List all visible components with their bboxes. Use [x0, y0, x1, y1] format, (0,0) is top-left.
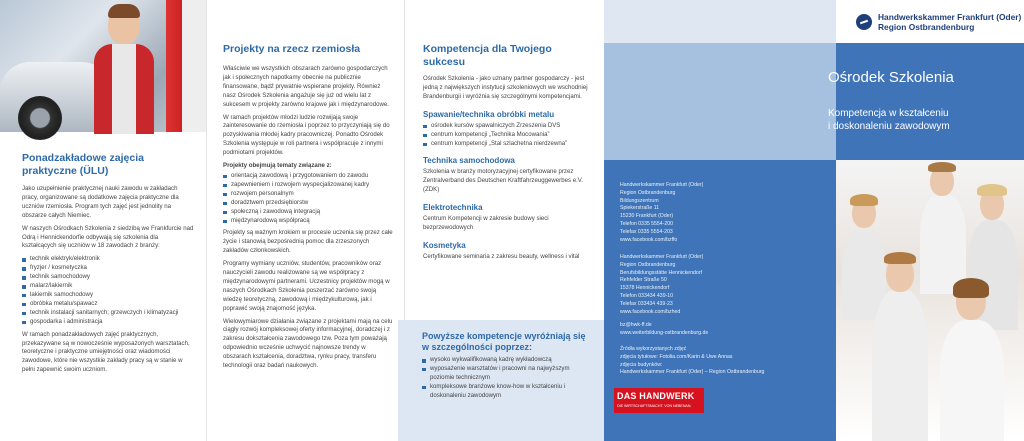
competence-section — [423, 203, 595, 233]
highlight-item: wyposażenie warsztatów i pracowni na najwyższym poziomie technicznym — [422, 365, 592, 383]
highlight-item: kompleksowe branżowe know-how w kształceniu i doskonaleniu zawodowym — [422, 383, 592, 401]
project-topic-item: społeczną i zawodową integracją — [223, 208, 393, 217]
competence-section-text: Szkolenia w branży motoryzacyjnej certyfikowane przez Zentralverband des Deutschen Kraftfahrzeuggewerbes e.V. (ZDK) — [423, 168, 584, 194]
highlight-item: wysoko wykwalifikowaną kadrę wykładowczą — [422, 356, 592, 365]
address-line: www.facebook.com/bzhed — [620, 308, 681, 315]
competence-section-text: Certyfikowane seminaria z zakresu beauty, wellness i vital — [423, 252, 580, 260]
highlight-list — [422, 356, 592, 401]
competence-bullet: centrum kompetencji „Technika Mocowania” — [423, 131, 595, 140]
training-heading: Ponadzakładowe zajęcia praktyczne (ÜLU) — [22, 152, 144, 177]
banner-pale-block — [604, 43, 836, 160]
competence-section — [423, 241, 595, 262]
address-line: Berufsbildungsstätte Hennickendorf — [620, 269, 702, 276]
column-projects — [206, 0, 404, 441]
project-topic-item: orientacją zawodową i przygotowaniem do zawodu — [223, 172, 393, 181]
logo-sub-text: DIE WIRTSCHAFTSMACHT. VON NEBENAN. — [617, 404, 692, 408]
cover-subtitle-line2: i doskonaleniu zawodowym — [828, 121, 950, 132]
credit-line: zdjęcia budynków: — [620, 361, 663, 368]
address-line: Spiekerstraße 11 — [620, 205, 660, 212]
address-line: Rehfelder Straße 50 — [620, 277, 667, 284]
competence-section — [423, 110, 595, 149]
projects-focus-label: Projekty obejmują tematy związane z: — [223, 162, 332, 170]
competence-section-title: Spawanie/technika obróbki metalu — [423, 109, 555, 119]
cover-subtitle-line1: Kompetencja w kształceniu — [828, 108, 949, 119]
competence-intro: Ośrodek Szkolenia - jako uznany partner gospodarczy - jest jedną z największych instytucji szkoleniowych we wschodniej Brandenburgii i wyróżnia się szczególnymi kompetencjami. — [423, 75, 588, 100]
chamber-name — [878, 12, 1021, 32]
address-line: Telefax 0335 5554-203 — [620, 228, 673, 235]
project-topics-list — [223, 172, 393, 225]
projects-p5: Wielowymiarowe działania związane z projektami mają na celu ciągły rozwój kompleksowej oferty informacyjnej, doradczej i z zakresu dokształcenia zawodowego tzw. Poza tym poważają odpowiednio wcześnie uchwycić najnowsze trendy w obszarach kształcenia, doradztwa, rynku pracy, transferu technologii oraz badań naukowych. — [223, 317, 393, 370]
project-topic-item: zapewnieniem i rozwojem wyspecjalizowanej kadry — [223, 181, 393, 190]
training-text — [22, 185, 194, 379]
apprentice-figure — [88, 6, 160, 132]
training-trades-intro: W naszych Ośrodkach Szkolenia z siedzibą we Frankfurcie nad Odrą i Hennickendorfie odbywają się szkolenia dla kształcących się uczniów w 18 zawodach z branży: — [22, 224, 194, 250]
contact-line: bz@hwk-ff.de — [620, 322, 652, 328]
highlight-box — [398, 320, 604, 441]
trade-item: malarz/lakiernik — [22, 282, 194, 291]
address-line: Telefon 0335 5554-200 — [620, 220, 674, 227]
highlight-body — [422, 356, 592, 401]
project-topic-item: rozwojem personalnym — [223, 190, 393, 199]
project-topic-item: doradztwem przedsiębiorstw — [223, 199, 393, 208]
contact-line: www.weiterbildung-ostbrandenburg.de — [620, 329, 709, 336]
chamber-name-line2: Region Ostbrandenburg — [878, 22, 975, 32]
header-pale-block — [604, 0, 836, 43]
competence-section-title: Kosmetyka — [423, 240, 466, 250]
credit-line: Źródła wykorzystanych zdjęć — [620, 346, 687, 352]
project-topic-item: międzynarodową współpracą — [223, 217, 393, 226]
competence-section-text: Centrum Kompetencji w zakresie budowy sieci bezprzewodowych — [423, 215, 549, 232]
cover-title: Ośrodek Szkolenia — [828, 69, 954, 86]
trade-item: technik elektryk/elektronik — [22, 255, 194, 264]
trade-item: obróbka metalu/spawacz — [22, 300, 194, 309]
address-line: 15378 Hennickendorf — [620, 285, 670, 292]
chamber-name-line1: Handwerkskammer Frankfurt (Oder) — [878, 12, 1022, 22]
photo-credits — [620, 346, 764, 377]
projects-text — [223, 65, 393, 375]
competence-section — [423, 156, 595, 195]
competence-bullets — [423, 122, 595, 149]
address-line: 15230 Frankfurt (Oder) — [620, 213, 674, 220]
projects-p2: W ramach projektów młodzi ludzie rozwijają swoje zainteresowanie do rzemiosła i poprzez to przyczyniają się do pozyskiwania młodej kadry pracowniczej. Ponadto Ośrodek Szkolenia występuje w roli partnera i współpracuje z innymi podmiotami projektów. — [223, 113, 390, 157]
competence-bullet: centrum kompetencji „Stal szlachetna nierdzewna” — [423, 140, 595, 149]
training-intro: Jako uzupełnienie praktycznej nauki zawodu w zakładach pracy, organizowane są dodatkowe zajęcia praktyczne dla uczniów rzemiosła. Program tych zajęć jest jednolity na obszarze całych Niemiec. — [22, 185, 179, 219]
projects-heading: Projekty na rzecz rzemiosła — [223, 43, 361, 55]
das-handwerk-logo — [614, 388, 704, 413]
header-bar — [604, 0, 1024, 43]
address-frankfurt — [620, 182, 703, 244]
contact-web — [620, 322, 708, 338]
projects-p1: Właściwie we wszystkich obszarach zarówno gospodarczych jak i społecznych napotkamy obecnie na publicznie finansowane, bądź prywatnie wspierane projekty. Również nasz Ośrodek Szkolenia angażuje się już od wielu lat z sukcesem w projekty zarówno krajowe jak i międzynarodowe. — [223, 65, 389, 108]
trade-item: technik samochodowy — [22, 273, 194, 282]
competence-sections — [423, 110, 595, 262]
column-cover — [604, 0, 1024, 441]
car-lift-image — [166, 0, 206, 132]
trade-item: fryzjer / kosmetyczka — [22, 264, 194, 273]
address-line: Region Ostbrandenburg — [620, 261, 676, 268]
wheel-image — [18, 96, 62, 140]
trade-item: technik instalacji sanitarnych; grzewczych i klimatyzacji — [22, 309, 194, 318]
mechanic-photo — [0, 0, 206, 132]
title-banner — [604, 43, 1024, 160]
credit-line: Handwerkskammer Frankfurt (Oder) – Region Ostbrandenburg — [620, 369, 765, 376]
address-line: Handwerkskammer Frankfurt (Oder) — [620, 254, 704, 260]
projects-p4: Programy wymiany uczniów, studentów, pracowników oraz nauczycieli zawodu realizowane są we współpracy z międzynarodowymi partnerami. Uczestnicy projektów mogą w naszych Ośrodkach Szkolenia poszerzać zarówno swoją wiedzę teoretyczną, zawodową i międzykulturową, jak i poprawić swoją znajomość języka. — [223, 260, 390, 312]
competence-heading: Kompetencja dla Twojego sukcesu — [423, 43, 552, 68]
address-line: Region Ostbrandenburg — [620, 189, 676, 196]
credit-line: zdjęcia tytułowe: Fotolia.com/Karin & Uwe Annas — [620, 353, 733, 360]
trades-list — [22, 255, 194, 326]
trade-item: lakiernik samochodowy — [22, 291, 194, 300]
column-training — [0, 0, 206, 441]
address-line: www.facebook.com/bzffo — [620, 236, 678, 243]
trade-item: gospodarka i administracja — [22, 318, 194, 327]
chamber-logo-icon — [856, 14, 872, 30]
training-closing: W ramach ponadzakładowych zajęć praktycznych, przekazywane są w nowocześnie wyposażonych warsztatach, teoretyczne i praktyczne umiejętności oraz wiadomości zawodowe, które nie wszystkie zakłady pracy są w stanie w pełni zapewnić swoim uczniom. — [22, 330, 190, 374]
address-line: Telefax 033434 439-23 — [620, 300, 673, 307]
group-photo — [836, 160, 1024, 441]
highlight-heading: Powyższe kompetencje wyróżniają się w szczególności poprzez: — [422, 331, 586, 352]
address-line: Bildungszentrum — [620, 197, 659, 204]
cover-subtitle — [828, 107, 950, 133]
contact-panel — [604, 160, 836, 441]
address-line: Telefon 033434 439-10 — [620, 292, 674, 299]
competence-bullet: ośrodek kursów spawalniczych Zrzeszenia DVS — [423, 122, 595, 131]
address-line: Handwerkskammer Frankfurt (Oder) — [620, 182, 704, 188]
competence-text — [423, 75, 595, 266]
competence-section-title: Technika samochodowa — [423, 156, 515, 166]
address-hennickendorf — [620, 254, 703, 316]
logo-main-text: DAS HANDWERK — [617, 391, 695, 401]
projects-p3: Projekty są ważnym krokiem w procesie uczenia się przez całe życie i stanowią bezpośrednią pomoc dla zrzeszonych zakładów członkowskich. — [223, 229, 393, 255]
competence-section-title: Elektrotechnika — [423, 203, 483, 213]
